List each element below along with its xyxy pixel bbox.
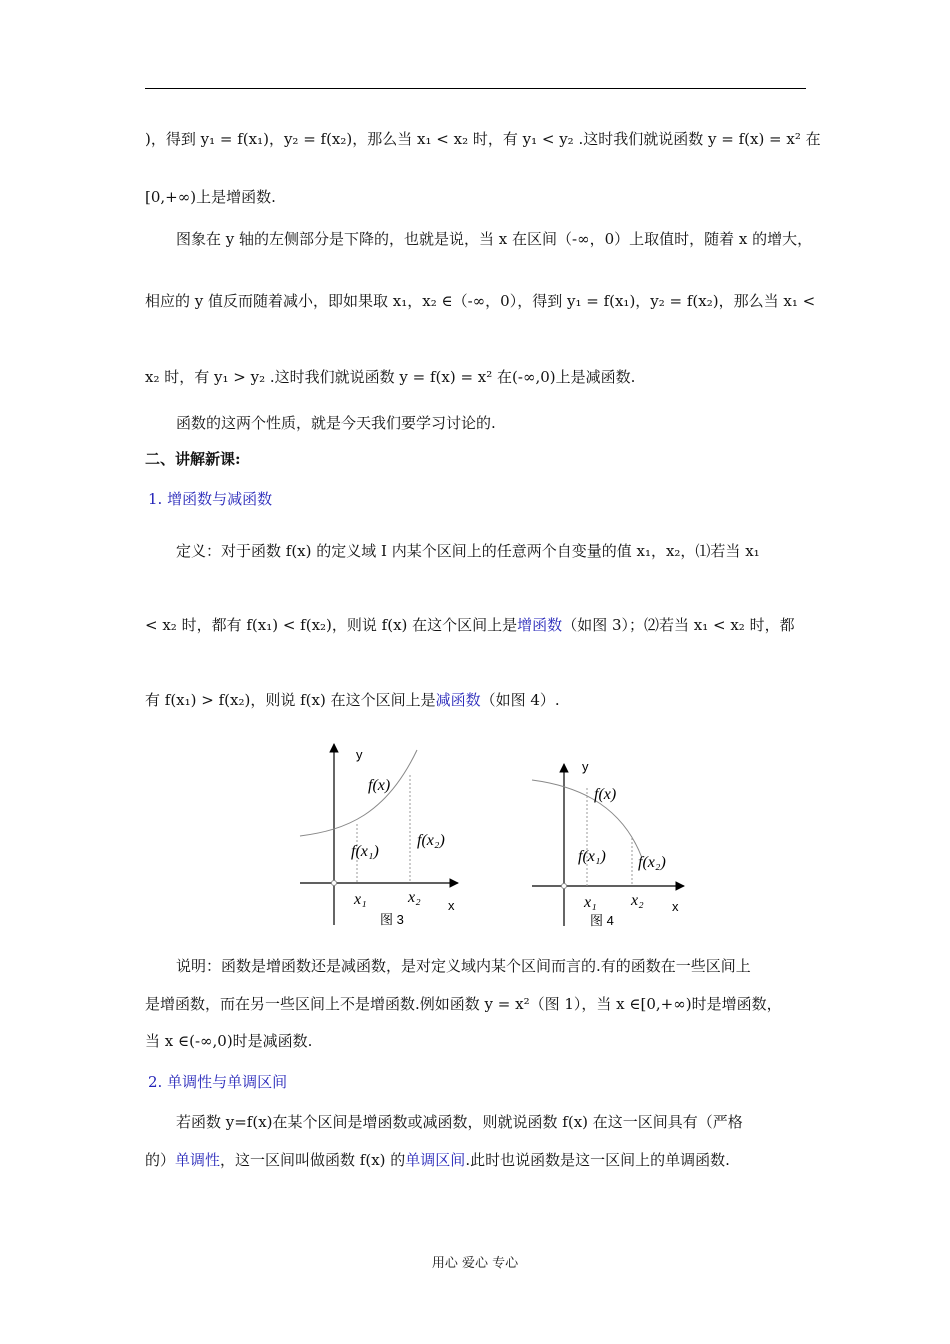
monotonic-line-1: 若函数 y=f(x)在某个区间是增函数或减函数，则就说函数 f(x) 在这一区间具有（严格 — [176, 1113, 743, 1131]
definition-line-3 — [145, 689, 810, 711]
monotonic-text: ，这一区间叫做函数 f(x) 的 — [220, 1151, 406, 1169]
section-heading: 二、讲解新课: — [145, 450, 241, 468]
subheading-2: 2. 单调性与单调区间 — [148, 1073, 288, 1091]
monotonic-line-2 — [145, 1149, 810, 1171]
definition-text: < x₂ 时，都有 f(x₁) < f(x₂)，则说 f(x) 在这个区间上是 — [145, 616, 518, 634]
text-line-3: 图象在 y 轴的左侧部分是下降的，也就是说，当 x 在区间（-∞，0）上取值时，随着 x 的增大， — [176, 230, 813, 248]
text-line-2: [0,+∞)上是增函数. — [145, 188, 276, 206]
page-footer: 用心 爱心 专心 — [431, 1256, 519, 1271]
increasing-curve — [300, 750, 417, 836]
figure-4 — [530, 740, 690, 930]
text-line-4: 相应的 y 值反而随着减小，即如果取 x₁，x₂ ∈（-∞，0），得到 y₁ = f(x₁)，y₂ = f(x₂)，那么当 x₁ < — [145, 292, 816, 310]
figure-caption: 图 3 — [380, 912, 404, 927]
keyword-monotonicity: 单调性 — [175, 1151, 221, 1169]
curve-label: f(x) — [368, 777, 391, 794]
header-rule — [145, 88, 806, 89]
note-line-2: 是增函数，而在另一些区间上不是增函数.例如函数 y = x²（图 1），当 x ∈[0,+∞)时是增函数， — [145, 995, 782, 1013]
decreasing-curve — [532, 780, 642, 858]
tick-label-x2: x₂ — [408, 889, 421, 906]
note-line-3: 当 x ∈(-∞,0)时是减函数. — [145, 1032, 313, 1050]
value-label-x2: f(x₂) — [417, 832, 445, 849]
definition-text: （如图 4）. — [480, 691, 560, 709]
x-axis-label: x — [672, 899, 679, 914]
figure-3 — [296, 740, 468, 930]
value-label-x2: f(x₂) — [638, 854, 666, 871]
origin-point — [562, 884, 567, 889]
origin-point — [332, 881, 337, 886]
keyword-monotonic-interval: 单调区间 — [405, 1151, 466, 1169]
tick-label-x2: x₂ — [631, 892, 644, 909]
y-axis-label: y — [356, 747, 363, 762]
value-label-x1: f(x₁) — [351, 843, 379, 860]
figure-caption: 图 4 — [590, 913, 614, 928]
keyword-increasing: 增函数 — [517, 616, 563, 634]
tick-label-x1: x₁ — [354, 891, 367, 908]
text-line-5: x₂ 时，有 y₁ > y₂ .这时我们就说函数 y = f(x) = x² 在(-∞,0)上是减函数. — [145, 368, 636, 386]
tick-label-x1: x₁ — [584, 894, 597, 911]
note-line-1: 说明：函数是增函数还是减函数，是对定义域内某个区间而言的.有的函数在一些区间上 — [176, 957, 751, 975]
definition-text: 有 f(x₁) > f(x₂)，则说 f(x) 在这个区间上是 — [145, 691, 436, 709]
text-line-1: )，得到 y₁ = f(x₁)，y₂ = f(x₂)，那么当 x₁ < x₂ 时，有 y₁ < y₂ .这时我们就说函数 y = f(x) = x² 在 — [145, 130, 821, 148]
definition-line-2 — [145, 614, 810, 636]
monotonic-text: .此时也说函数是这一区间上的单调函数. — [465, 1151, 730, 1169]
x-axis-label: x — [448, 898, 455, 913]
curve-label: f(x) — [594, 786, 617, 803]
value-label-x1: f(x₁) — [578, 848, 606, 865]
definition-text: （如图 3）；⑵若当 x₁ < x₂ 时，都 — [562, 616, 795, 634]
y-axis-label: y — [582, 759, 589, 774]
definition-line-1: 定义：对于函数 f(x) 的定义域 I 内某个区间上的任意两个自变量的值 x₁，x₂，⑴若当 x₁ — [176, 542, 760, 560]
keyword-decreasing: 减函数 — [435, 691, 481, 709]
text-line-6: 函数的这两个性质，就是今天我们要学习讨论的. — [176, 414, 496, 432]
monotonic-text: 的） — [145, 1151, 176, 1169]
subheading-1: 1. 增函数与减函数 — [148, 490, 273, 508]
